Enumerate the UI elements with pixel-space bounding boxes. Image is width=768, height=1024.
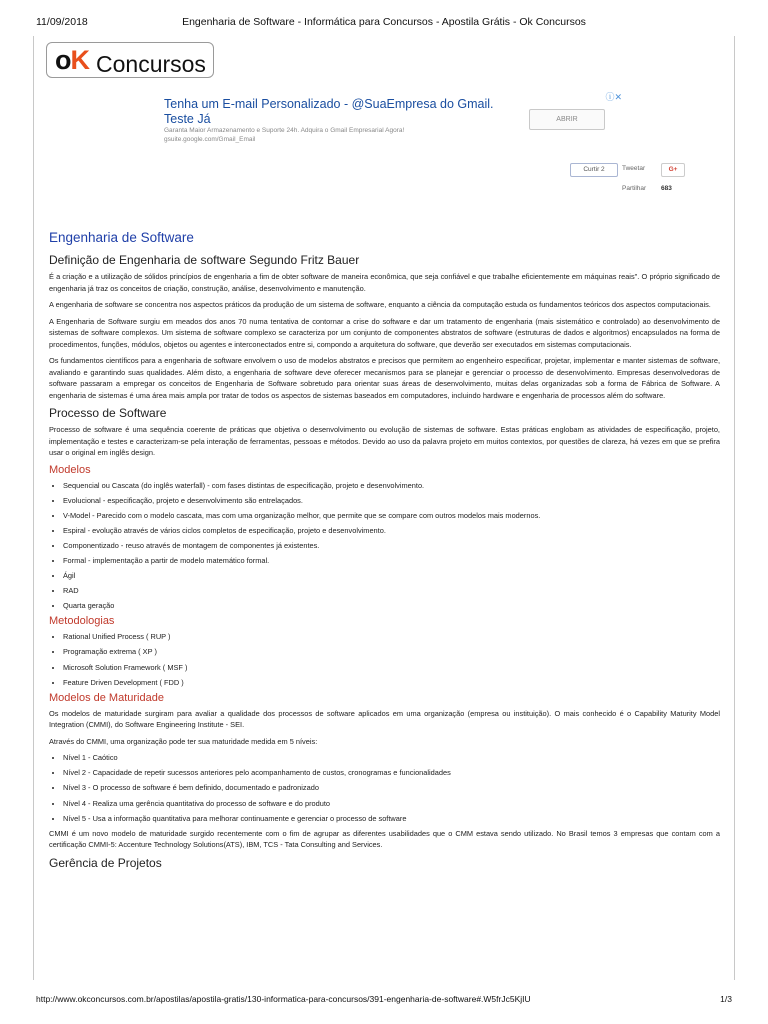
ad-description <box>164 126 504 144</box>
subheading-modelos: Modelos <box>49 463 91 476</box>
ad-open-button[interactable]: ABRIR <box>529 109 605 130</box>
article-title: Engenharia de Software <box>49 230 194 245</box>
list-item: • Quarta geração <box>63 600 720 612</box>
list-item: • Nível 5 - Usa a informação quantitativa para melhorar continuamente e gerenciar o processo de software <box>63 813 720 825</box>
niveis-list <box>49 752 720 824</box>
ad-banner[interactable] <box>164 90 624 150</box>
paragraph: A engenharia de software se concentra nos aspectos práticos da produção de um sistema de software, enquanto a ciência da computação estuda os fundamentos teóricos dos aspectos computacionais. <box>49 300 711 309</box>
paragraph: A Engenharia de Software surgiu em meados dos anos 70 numa tentativa de contornar a crise do software e dar um tratamento de engenharia (mais sistemático e controlado) ao desenvolvimento de sistemas de software complexos. Um sistema de software complexo se caracteriza por um conjunto de componentes abstratos de software (estruturas de dados e algoritmos) encapsulados na forma de procedimentos, funções, módulos, objetos ou agentes e interconectados entre si, compondo a arquitetura do software, que deverão ser executados em sistemas computacionais. <box>49 316 720 349</box>
tweet-button[interactable]: Tweetar <box>622 165 646 172</box>
paragraph: Processo de software é uma sequência coerente de práticas que objetiva o desenvolvimento ou evolução de sistemas de software. Estas práticas englobam as atividades de especificação, projeto, implementação e testes e caracterizam-se pela interação de ferramentas, pessoas e métodos. Devido ao uso da palavra projeto em muitos contextos, por questões de clareza, há vezes em que se prefira usar o original em inglês design. <box>49 425 720 457</box>
list-item: • Feature Driven Development ( FDD ) <box>63 677 720 689</box>
paragraph: CMMI é um novo modelo de maturidade surgido recentemente com o fim de agrupar as diferentes usabilidades que o CMM estava sendo utilizado. No Brasil temos 3 empresas que contam com a certificação CMMI-5: Accenture Technology Solutions(ATS), IBM, TCS - Tata Consulting and Services. <box>49 828 720 850</box>
print-header <box>36 16 732 30</box>
list-item: • Rational Unified Process ( RUP ) <box>63 631 720 643</box>
metodologias-list <box>49 631 720 688</box>
section-heading-gerencia: Gerência de Projetos <box>49 855 162 870</box>
ad-info-close-icon[interactable]: ⓘ✕ <box>605 92 622 102</box>
list-item: • Microsoft Solution Framework ( MSF ) <box>63 662 720 674</box>
article-content <box>49 230 720 874</box>
page-frame-right <box>734 36 735 980</box>
list-item: • Evolucional - especificação, projeto e desenvolvimento são entrelaçados. <box>63 495 720 507</box>
share-label[interactable]: Partilhar <box>622 185 647 192</box>
section-heading-definicao: Definição de Engenharia de software Segundo Fritz Bauer <box>49 253 360 267</box>
page-frame-left <box>33 36 34 980</box>
ad-url[interactable]: gsuite.google.com/Gmail_Email <box>164 136 256 143</box>
list-item: • Ágil <box>63 570 720 582</box>
google-plus-button[interactable]: G+ <box>661 163 685 177</box>
print-date: 11/09/2018 <box>36 16 88 28</box>
list-item: • Espiral - evolução através de vários ciclos completos de especificação, projeto e desenvolvimento. <box>63 525 720 537</box>
ad-description-text: Garanta Maior Armazenamento e Suporte 24h. Adquira o Gmail Empresarial Agora! <box>164 127 405 134</box>
logo-ok-mark: oK <box>55 45 89 75</box>
print-url[interactable]: http://www.okconcursos.com.br/apostilas/apostila-gratis/130-informatica-para-concursos/391-engenharia-de-software#.W5frJc5KjIU <box>36 994 531 1004</box>
print-page-number: 1/3 <box>720 994 732 1004</box>
list-item: • Nível 4 - Realiza uma gerência quantitativa do processo de software e do produto <box>63 798 720 810</box>
paragraph: Os modelos de maturidade surgiram para avaliar a qualidade dos processos de software aplicados em uma organização (empresa ou instituição). O mais conhecido é o Capability Maturity Model Integration (CMMI), do Software Engineering Institute - SEI. <box>49 708 720 730</box>
paragraph: Através do CMMI, uma organização pode ter sua maturidade medida em 5 níveis: <box>49 736 318 746</box>
list-item: • Nível 1 - Caótico <box>63 752 720 764</box>
site-logo[interactable] <box>46 42 214 78</box>
facebook-like-button[interactable]: Curtir 2 <box>570 163 618 177</box>
list-item: • V-Model - Parecido com o modelo cascata, mas com uma organização melhor, que permite que se compare com outros modelos mais modernos. <box>63 510 720 522</box>
subheading-maturidade: Modelos de Maturidade <box>49 691 164 704</box>
list-item: • Componentizado - reuso através de montagem de componentes já existentes. <box>63 540 720 552</box>
social-share-bar <box>570 163 690 197</box>
subheading-metodologias: Metodologias <box>49 615 115 628</box>
list-item: • Nível 3 - O processo de software é bem definido, documentado e padronizado <box>63 782 720 794</box>
list-item: • Formal - implementação a partir de modelo matemático formal. <box>63 555 720 567</box>
section-heading-processo: Processo de Software <box>49 406 167 420</box>
list-item: • Nível 2 - Capacidade de repetir sucessos anteriores pelo acompanhamento de custos, cronogramas e funcionalidades <box>63 767 720 779</box>
print-footer <box>36 994 732 1008</box>
modelos-list <box>49 480 720 612</box>
share-count: 683 <box>661 185 672 192</box>
list-item: • Programação extrema ( XP ) <box>63 646 720 658</box>
paragraph: É a criação e a utilização de sólidos princípios de engenharia a fim de obter software de maneira econômica, que seja confiável e que trabalhe eficientemente em máquinas reais". O próprio significado de engenharia já traz os conceitos de criação, construção, análise, desenvolvimento e manutenção. <box>49 272 720 293</box>
print-page-title: Engenharia de Software - Informática para Concursos - Apostila Grátis - Ok Concursos <box>182 16 586 28</box>
paragraph: Os fundamentos científicos para a engenharia de software envolvem o uso de modelos abstratos e precisos que permitem ao engenheiro especificar, projetar, implementar e manter sistemas de software, avaliando e garantindo suas qualidades. Além disto, a engenharia de software deve oferecer mecanismos para se planejar e gerenciar o processo de desenvolvimento. Empresas desenvolvedoras de software passaram a empregar os conceitos de Engenharia de Software sobretudo para orientar suas áreas de desenvolvimento, muitas delas organizadas sob a forma de Fábrica de Software. A engenharia de sistemas é uma área mais ampla por tratar de todos os aspectos de sistemas baseados em computadores, incluindo hardware e engenharia de processos além do software. <box>49 356 720 400</box>
list-item: • RAD <box>63 585 720 597</box>
logo-wordmark: Concursos <box>96 51 206 77</box>
ad-title[interactable]: Tenha um E-mail Personalizado - @SuaEmpresa do Gmail. Teste Já <box>164 97 494 126</box>
list-item: • Sequencial ou Cascata (do inglês waterfall) - com fases distintas de especificação, projeto e desenvolvimento. <box>63 480 720 492</box>
